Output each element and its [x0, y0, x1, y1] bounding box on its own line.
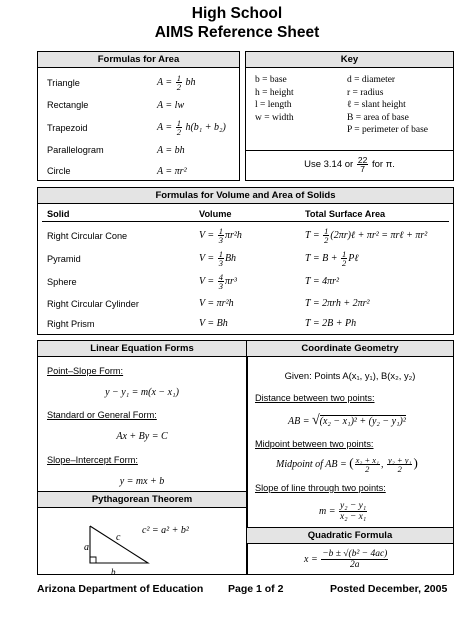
- pythag-formula: c² = a² + b²: [142, 525, 189, 536]
- distance-label: Distance between two points:: [255, 393, 375, 403]
- col-solid: Solid: [47, 209, 70, 219]
- key-box: [245, 51, 454, 181]
- slope-formula: m = $\frac{\text{y₂ − y₁}}{\text{x₂ − x₁}}$: [319, 501, 367, 522]
- quadratic-header: Quadratic Formula: [247, 528, 453, 544]
- volume-header: Formulas for Volume and Area of Solids: [38, 188, 453, 204]
- pythag-header: Pythagorean Theorem: [38, 492, 246, 508]
- parallelogram-label: Parallelogram: [47, 145, 104, 155]
- slope-intercept-label: Slope–Intercept Form:: [47, 455, 138, 465]
- volume-col-divider: [42, 221, 449, 222]
- title-line-1: High School: [191, 5, 283, 22]
- slope-label: Slope of line through two points:: [255, 483, 386, 493]
- parallelogram-formula: A = bh: [157, 145, 185, 156]
- cylinder-volume: V = πr²h: [199, 298, 234, 309]
- side-a-label: a: [84, 542, 89, 553]
- triangle-formula: A = $\frac{1}{2}$ bh: [157, 73, 196, 92]
- key-left-list: b = base h = height l = length w = width: [255, 75, 294, 123]
- trapezoid-formula: A = $\frac{1}{2}$ h(b₁ + b₂): [157, 118, 226, 137]
- side-b-label: b: [111, 567, 116, 577]
- cone-volume: V = $\frac{1}{3}$ πr²h: [199, 226, 242, 245]
- solid-sphere: Sphere: [47, 277, 77, 287]
- triangle-label: Triangle: [47, 78, 80, 88]
- prism-volume: V = Bh: [199, 318, 228, 329]
- bottom-box: [37, 340, 454, 575]
- midpoint-label: Midpoint between two points:: [255, 439, 374, 449]
- prism-surface: T = 2B + Ph: [305, 318, 357, 329]
- point-slope-formula: y − y₁ = m(x − x₁): [105, 387, 179, 398]
- sphere-volume: V = $\frac{4}{3}$ πr³: [199, 272, 237, 291]
- solid-prism: Right Prism: [47, 319, 95, 329]
- rectangle-label: Rectangle: [47, 100, 89, 110]
- footer-department: Arizona Department of Education: [37, 583, 204, 595]
- circle-formula: A = πr²: [157, 166, 187, 177]
- point-slope-label: Point–Slope Form:: [47, 366, 124, 376]
- side-c-label: c: [116, 532, 121, 543]
- pi-note: Use 3.14 or $\frac{22}{7}$ for π.: [304, 155, 395, 174]
- sphere-surface: T = 4πr²: [305, 276, 340, 287]
- linear-header: Linear Equation Forms: [38, 341, 246, 357]
- volume-box: [37, 187, 454, 335]
- quadratic-formula: x = $\frac{\text{−b ± √(b² − 4ac)}}{2a}$: [304, 549, 388, 570]
- pyramid-surface: T = B + $\frac{1}{2}$ Pℓ: [305, 249, 359, 268]
- area-header: Formulas for Area: [38, 52, 239, 68]
- solid-cone: Right Circular Cone: [47, 231, 128, 241]
- cylinder-surface: T = 2πrh + 2πr²: [305, 298, 370, 309]
- rectangle-formula: A = lw: [157, 100, 185, 111]
- key-divider: [246, 150, 453, 151]
- key-header: Key: [246, 52, 453, 68]
- standard-label: Standard or General Form:: [47, 410, 157, 420]
- coord-header: Coordinate Geometry: [247, 341, 453, 357]
- cone-surface: T = $\frac{1}{2}$ (2πr)ℓ + πr² = πrℓ + πr²: [305, 226, 428, 245]
- solid-pyramid: Pyramid: [47, 254, 81, 264]
- key-right-list: d = diameter r = radius ℓ = slant height B = area of base P = perimeter of base: [347, 75, 428, 135]
- circle-label: Circle: [47, 166, 71, 176]
- title-line-2: AIMS Reference Sheet: [154, 24, 320, 41]
- solid-cylinder: Right Circular Cylinder: [47, 299, 139, 309]
- trapezoid-label: Trapezoid: [47, 123, 88, 133]
- distance-formula: AB = √(x₂ − x₁)² + (y₂ − y₁)²: [288, 413, 406, 428]
- slope-intercept-formula: y = mx + b: [119, 476, 165, 487]
- standard-formula: Ax + By = C: [116, 431, 168, 442]
- col-volume: Volume: [199, 209, 232, 219]
- col-surface: Total Surface Area: [305, 209, 386, 219]
- given-points: Given: Points A(x₁, y₁), B(x₂, y₂): [284, 370, 416, 381]
- footer-page: Page 1 of 2: [228, 583, 284, 595]
- midpoint-formula: Midpoint of AB = ( $\frac{\text{x₂ + x₁}}{2}$ , $\frac{\text{y₂ + y₁}}{2}$ ): [276, 455, 418, 475]
- pyramid-volume: V = $\frac{1}{3}$ Bh: [199, 249, 237, 268]
- footer-posted: Posted December, 2005: [330, 583, 448, 595]
- area-box: [37, 51, 240, 181]
